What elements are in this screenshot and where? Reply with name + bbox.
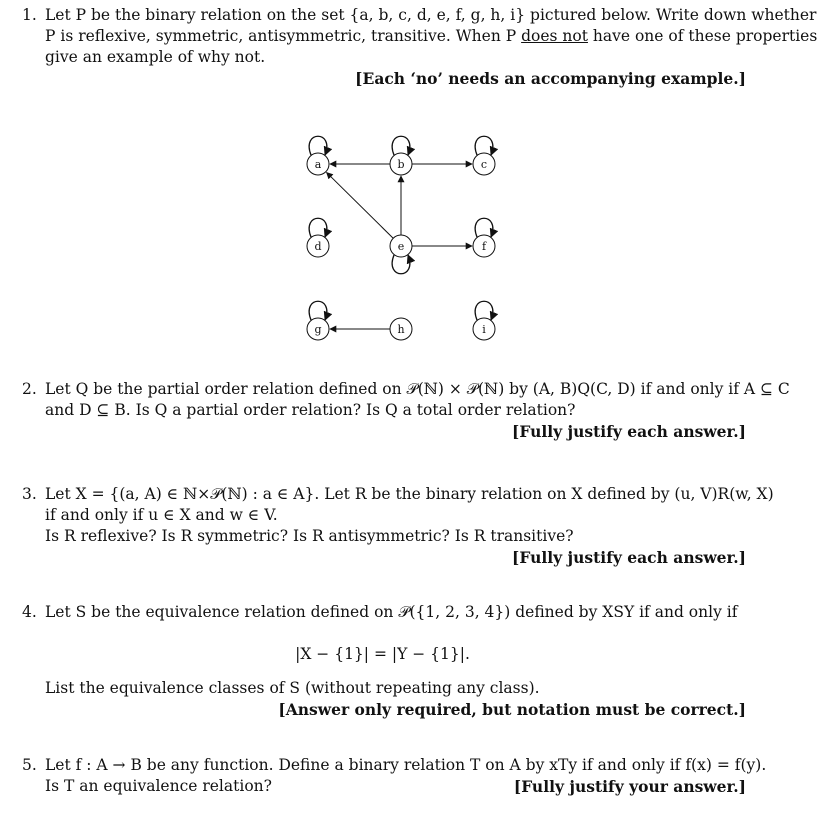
q1-line-3: give an example of why not. (45, 48, 266, 66)
node-label-b: b (397, 158, 405, 171)
q2-note: [Fully justify each answer.] (512, 422, 746, 441)
self-loop-a (309, 136, 327, 155)
node-label-f: f (481, 240, 487, 253)
node-label-g: g (314, 323, 322, 336)
node-label-i: i (482, 323, 486, 336)
node-label-e: e (397, 240, 405, 253)
node-e (390, 235, 412, 257)
q1-line-2-a: P is reflexive, symmetric, antisymmetric, transitive. When P (45, 27, 522, 45)
q1-number: 1. (22, 6, 37, 24)
q2-line-2: and D ⊆ B. Is Q a partial order relation? Is Q a total order relation? (45, 401, 576, 419)
q2-number: 2. (22, 380, 37, 398)
node-f (473, 235, 495, 257)
q5-line-1: Let f : A → B be any function. Define a binary relation T on A by xTy if and only if f(x) = f(y). (45, 756, 767, 774)
node-a (307, 153, 329, 175)
self-loop-d (309, 218, 327, 237)
q3-line-3: Is R reflexive? Is R symmetric? Is R antisymmetric? Is R transitive? (45, 527, 574, 545)
node-label-h: h (397, 323, 405, 336)
self-loop-g (309, 301, 327, 320)
q4-line-2: List the equivalence classes of S (without repeating any class). (45, 679, 540, 697)
node-i (473, 318, 495, 340)
node-h (390, 318, 412, 340)
q4-note: [Answer only required, but notation must be correct.] (278, 700, 746, 719)
relation-graph (290, 118, 510, 358)
q3-number: 3. (22, 485, 37, 503)
q3-line-2: if and only if u ∈ X and w ∈ V. (45, 506, 278, 524)
self-loop-i (475, 301, 493, 320)
q2-line-1: Let Q be the partial order relation defined on 𝒫(ℕ) × 𝒫(ℕ) by (A, B)Q(C, D) if and only if A ⊆ C (45, 380, 790, 398)
node-label-d: d (314, 240, 322, 253)
self-loop-c (475, 136, 493, 155)
q4-number: 4. (22, 603, 37, 621)
q3-line-1: Let X = {(a, A) ∈ ℕ×𝒫(ℕ) : a ∈ A}. Let R be the binary relation on X defined by (u, V)R(w, X) (45, 485, 774, 503)
q1-note: [Each ‘no’ needs an accompanying example.] (355, 69, 746, 88)
q5-number: 5. (22, 756, 37, 774)
node-label-a: a (314, 158, 322, 171)
q3-note: [Fully justify each answer.] (512, 548, 746, 567)
q1-line-2-b: have one of these properties (587, 27, 817, 45)
q1-line-1: Let P be the binary relation on the set {a, b, c, d, e, f, g, h, i} pictured below. Write down whether (45, 6, 817, 24)
node-d (307, 235, 329, 257)
q1-underlined-text: does not (521, 27, 588, 45)
node-b (390, 153, 412, 175)
self-loop-e (392, 255, 410, 274)
node-c (473, 153, 495, 175)
self-loop-f (475, 218, 493, 237)
q5-note: [Fully justify your answer.] (513, 777, 746, 796)
q4-line-1: Let S be the equivalence relation defined on 𝒫({1, 2, 3, 4}) defined by XSY if and only if (45, 603, 738, 621)
node-label-c: c (480, 158, 488, 171)
q5-line-2: Is T an equivalence relation? (45, 777, 272, 795)
node-g (307, 318, 329, 340)
self-loop-b (392, 136, 410, 155)
q1-line-2 (45, 27, 817, 45)
edge-e-to-a (327, 172, 394, 238)
q4-display-equation: |X − {1}| = |Y − {1}|. (295, 645, 470, 663)
